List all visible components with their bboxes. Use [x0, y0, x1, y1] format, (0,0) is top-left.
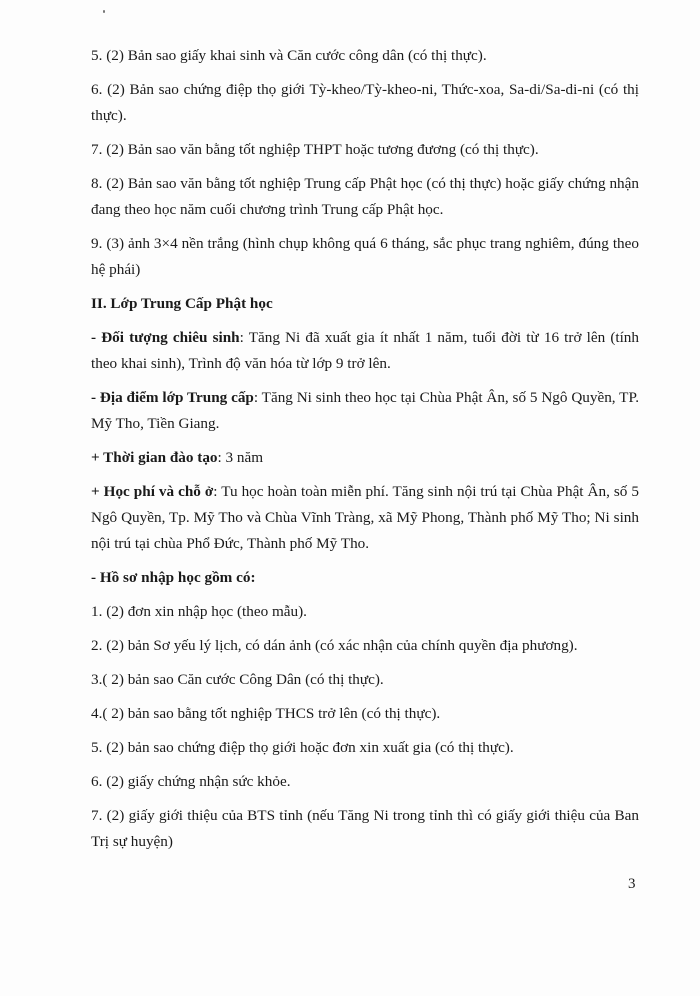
dia-diem-paragraph — [91, 385, 639, 437]
thoi-gian-label: + Thời gian đào tạo — [91, 449, 218, 466]
list-item: 5. (2) bản sao chứng điệp thọ giới hoặc đơn xin xuất gia (có thị thực). — [91, 739, 514, 756]
list-item: 9. (3) ảnh 3×4 nền trắng (hình chụp không quá 6 tháng, sắc phục trang nghiêm, đúng theo hệ phái) — [91, 235, 639, 278]
doi-tuong-text: : Tăng Ni đã xuất gia ít nhất 1 năm, tuổi đời từ 16 trở lên (tính theo khai sinh), Trình độ văn hóa từ lớp 9 trở lên. — [91, 329, 639, 372]
thoi-gian-paragraph — [91, 445, 639, 471]
list-item: 8. (2) Bản sao văn bằng tốt nghiệp Trung cấp Phật học (có thị thực) hoặc giấy chứng nhận đang theo học năm cuối chương trình Trung cấp Phật học. — [91, 175, 639, 218]
hoc-phi-label: + Học phí và chỗ ở — [91, 483, 214, 500]
hoc-phi-text: : Tu học hoàn toàn miễn phí. Tăng sinh nội trú tại Chùa Phật Ân, số 5 Ngô Quyền, Tp. Mỹ Tho và Chùa Vĩnh Tràng, xã Mỹ Phong, Thành phố Mỹ Tho; Ni sinh nội trú tại chùa Phổ Đức, Thành phố Mỹ Tho. — [91, 483, 639, 552]
list-item: 7. (2) giấy giới thiệu của BTS tỉnh (nếu Tăng Ni trong tỉnh thì có giấy giới thiệu của Ban Trị sự huyện) — [91, 807, 639, 850]
list-item: 6. (2) giấy chứng nhận sức khỏe. — [91, 773, 291, 790]
section-heading: II. Lớp Trung Cấp Phật học — [91, 295, 273, 312]
list-item: 3.( 2) bản sao Căn cước Công Dân (có thị thực). — [91, 671, 384, 688]
list-item: 5. (2) Bản sao giấy khai sinh và Căn cước công dân (có thị thực). — [91, 47, 487, 64]
dia-diem-text: : Tăng Ni sinh theo học tại Chùa Phật Ân, số 5 Ngô Quyền, TP. Mỹ Tho, Tiền Giang. — [91, 389, 639, 432]
list-item: 6. (2) Bản sao chứng điệp thọ giới Tỳ-kheo/Tỳ-kheo-ni, Thức-xoa, Sa-di/Sa-di-ni (có thị thực). — [91, 81, 639, 124]
dia-diem-label: - Địa điểm lớp Trung cấp — [91, 389, 254, 406]
hoc-phi-paragraph — [91, 479, 639, 557]
list-item: 1. (2) đơn xin nhập học (theo mẫu). — [91, 603, 307, 620]
list-item: 7. (2) Bản sao văn bằng tốt nghiệp THPT hoặc tương đương (có thị thực). — [91, 141, 539, 158]
scan-speck — [103, 10, 105, 13]
doi-tuong-paragraph — [91, 325, 639, 377]
doi-tuong-label: - Đối tượng chiêu sinh — [91, 329, 240, 346]
thoi-gian-text: : 3 năm — [217, 449, 264, 466]
ho-so-heading: - Hồ sơ nhập học gồm có: — [91, 569, 256, 586]
list-item: 4.( 2) bản sao bằng tốt nghiệp THCS trở lên (có thị thực). — [91, 705, 441, 722]
page-number: 3 — [628, 876, 636, 892]
list-item: 2. (2) bản Sơ yếu lý lịch, có dán ảnh (có xác nhận của chính quyền địa phương). — [91, 637, 578, 654]
